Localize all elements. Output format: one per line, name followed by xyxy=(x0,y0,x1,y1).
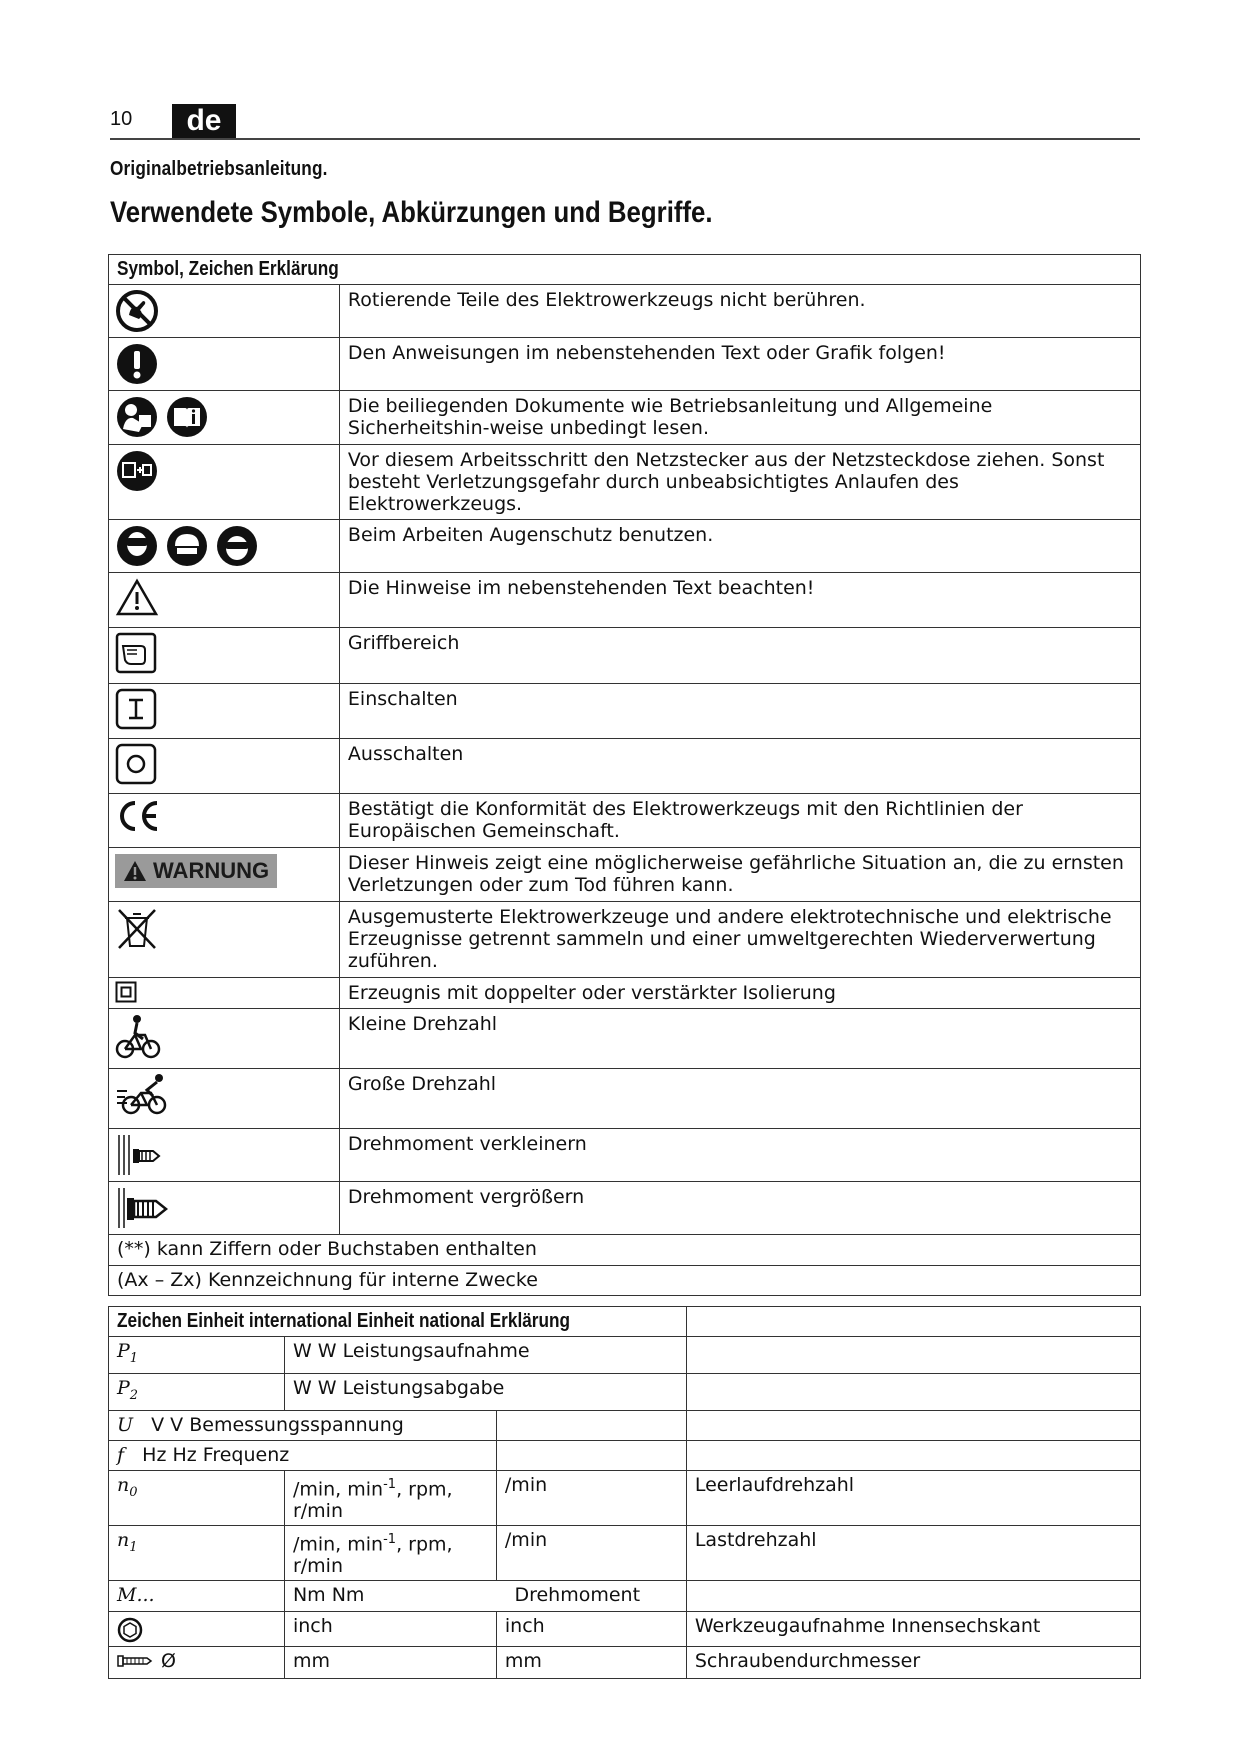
warnung-badge-label: WARNUNG xyxy=(153,858,270,883)
unit-national: /min xyxy=(496,1470,686,1525)
symbol-explanation: Drehmoment verkleinern xyxy=(339,1129,1140,1182)
unit-intl-text: Nm Nm xyxy=(292,1584,365,1607)
unit-symbol: f xyxy=(117,1443,125,1466)
safety-helmet-icon xyxy=(165,524,209,568)
unit-explanation: Schraubendurchmesser xyxy=(686,1647,1140,1679)
grip-area-icon xyxy=(115,632,157,674)
screw-diameter-icon xyxy=(117,1653,153,1669)
unplug-icon xyxy=(115,449,159,493)
table-row xyxy=(109,1182,1141,1235)
unit-description: W W Leistungsabgabe xyxy=(284,1373,686,1410)
symbol-explanation: Den Anweisungen im nebenstehenden Text oder Grafik folgen! xyxy=(339,338,1140,391)
table-row xyxy=(109,794,1141,848)
symbols-table-header: Symbol, Zeichen Erklärung xyxy=(117,258,339,280)
unit-explanation: Lastdrehzahl xyxy=(686,1525,1140,1580)
safety-goggles-icon xyxy=(215,524,259,568)
unit-symbol: M... xyxy=(117,1584,155,1607)
table-row xyxy=(109,1440,1141,1470)
slow-bicycle-icon xyxy=(115,1013,163,1061)
table-row xyxy=(109,1612,1141,1647)
symbol-explanation: Große Drehzahl xyxy=(339,1069,1140,1129)
switch-on-icon xyxy=(115,688,157,730)
units-table-header: Zeichen Einheit international Einheit national Erklärung xyxy=(117,1310,571,1332)
symbol-explanation: Ausschalten xyxy=(339,739,1140,794)
diameter-symbol: Ø xyxy=(161,1650,176,1673)
symbol-explanation: Vor diesem Arbeitsschritt den Netzstecker aus der Netzsteckdose ziehen. Sonst besteht Verletzungsgefahr durch unbeabsichtigtes Anlaufen des Elektrowerkzeugs. xyxy=(339,445,1140,520)
table-row xyxy=(109,628,1141,684)
unit-international xyxy=(284,1470,496,1525)
table-row xyxy=(109,1235,1141,1266)
read-manual-person-icon xyxy=(115,395,159,439)
unit-intl-text: /min, min xyxy=(292,1477,384,1500)
table-header-row xyxy=(109,255,1141,285)
unit-symbol-subscript: 2 xyxy=(129,1387,139,1403)
table-row xyxy=(109,285,1141,338)
table-row xyxy=(109,1373,1141,1410)
unit-description: W W Leistungsaufnahme xyxy=(284,1337,686,1374)
unit-symbol: P xyxy=(117,1340,130,1362)
unit-international: mm xyxy=(284,1647,496,1679)
table-row xyxy=(109,1266,1141,1296)
table-row xyxy=(109,684,1141,739)
table-row xyxy=(109,445,1141,520)
symbol-explanation: Rotierende Teile des Elektrowerkzeugs nicht berühren. xyxy=(339,285,1140,338)
footnote-internal-codes: (Ax – Zx) Kennzeichnung für interne Zwecke xyxy=(109,1266,1141,1296)
table-row xyxy=(109,338,1141,391)
symbol-explanation: Die beiliegenden Dokumente wie Betriebsanleitung und Allgemeine Sicherheitshin-weise unbedingt lesen. xyxy=(339,391,1140,445)
unit-intl-text: , rpm, xyxy=(396,1533,453,1556)
symbol-explanation: Ausgemusterte Elektrowerkzeuge und andere elektrotechnische und elektrische Erzeugnisse getrennt sammeln und einer umweltgerechten Wiederverwertung zuführen. xyxy=(339,902,1140,978)
unit-symbol: P xyxy=(117,1376,130,1399)
large-screw-icon xyxy=(115,1186,171,1230)
small-screw-icon xyxy=(115,1133,163,1177)
unit-description: Hz Hz Frequenz xyxy=(142,1443,290,1466)
table-row xyxy=(109,1581,1141,1612)
document-subtitle: Originalbetriebsanleitung. xyxy=(110,158,328,180)
read-manual-book-icon xyxy=(165,395,209,439)
table-row xyxy=(109,1647,1141,1679)
warning-triangle-icon xyxy=(123,860,147,882)
table-header-row xyxy=(109,1307,1141,1337)
unit-national: inch xyxy=(496,1612,686,1647)
symbol-explanation: Dieser Hinweis zeigt eine möglicherweise gefährliche Situation an, die zu ernsten Verletzungen oder zum Tod führen kann. xyxy=(339,848,1140,902)
unit-international xyxy=(284,1525,496,1580)
table-row xyxy=(109,1470,1141,1525)
page-number: 10 xyxy=(110,108,133,130)
table-row xyxy=(109,1129,1141,1182)
footnote-digits-letters: (**) kann Ziffern oder Buchstaben enthalten xyxy=(109,1235,1141,1266)
unit-intl-superscript: -1 xyxy=(383,1531,397,1547)
symbol-explanation: Griffbereich xyxy=(339,628,1140,684)
unit-international: inch xyxy=(284,1612,496,1647)
symbol-explanation: Drehmoment vergrößern xyxy=(339,1182,1140,1235)
unit-intl-text: , rpm, xyxy=(396,1477,453,1500)
no-touch-rotating-icon xyxy=(115,289,159,333)
language-badge: de xyxy=(172,104,236,138)
unit-symbol-subscript: 0 xyxy=(129,1484,138,1500)
unit-symbol: n xyxy=(117,1473,130,1496)
table-row xyxy=(109,848,1141,902)
double-insulation-icon xyxy=(115,981,137,1003)
unit-intl-text: r/min xyxy=(292,1555,343,1578)
switch-off-icon xyxy=(115,743,157,785)
table-row xyxy=(109,1410,1141,1440)
symbol-explanation: Bestätigt die Konformität des Elektrowerkzeugs mit den Richtlinien der Europäischen Gemeinschaft. xyxy=(339,794,1140,848)
table-row xyxy=(109,391,1141,445)
unit-intl-text: r/min xyxy=(292,1499,343,1522)
symbol-explanation: Einschalten xyxy=(339,684,1140,739)
symbol-explanation: Beim Arbeiten Augenschutz benutzen. xyxy=(339,520,1140,573)
unit-international xyxy=(284,1581,686,1612)
table-row xyxy=(109,1337,1141,1374)
table-row xyxy=(109,1525,1141,1580)
warnung-badge-icon xyxy=(115,854,277,888)
page-header xyxy=(110,104,1140,140)
units-table xyxy=(108,1306,1141,1679)
unit-intl-text: /min, min xyxy=(292,1533,384,1556)
table-row xyxy=(109,1069,1141,1129)
symbol-explanation: Kleine Drehzahl xyxy=(339,1009,1140,1069)
unit-explanation: Drehmoment xyxy=(514,1584,641,1607)
symbol-explanation: Die Hinweise im nebenstehenden Text beachten! xyxy=(339,573,1140,628)
crossed-bin-icon xyxy=(115,906,159,952)
table-row xyxy=(109,902,1141,978)
symbols-table xyxy=(108,254,1141,1296)
ce-mark-icon xyxy=(115,798,161,834)
unit-symbol-subscript: 1 xyxy=(129,1539,138,1555)
unit-symbol: n xyxy=(117,1528,130,1551)
fast-bicycle-icon xyxy=(115,1073,171,1117)
unit-description: V V Bemessungsspannung xyxy=(151,1413,404,1436)
table-row xyxy=(109,978,1141,1009)
unit-explanation: Leerlaufdrehzahl xyxy=(686,1470,1140,1525)
unit-national: /min xyxy=(496,1525,686,1580)
warning-triangle-icon xyxy=(115,577,159,617)
table-row xyxy=(109,573,1141,628)
unit-symbol: U xyxy=(117,1413,134,1436)
table-row xyxy=(109,1009,1141,1069)
unit-intl-superscript: -1 xyxy=(383,1476,397,1492)
table-row xyxy=(109,520,1141,573)
hexagon-socket-icon xyxy=(117,1617,143,1643)
page-title: Verwendete Symbole, Abkürzungen und Begriffe. xyxy=(110,196,713,229)
unit-symbol-subscript: 1 xyxy=(129,1350,139,1366)
symbol-explanation: Erzeugnis mit doppelter oder verstärkter Isolierung xyxy=(339,978,1140,1009)
table-row xyxy=(109,739,1141,794)
face-shield-icon xyxy=(115,524,159,568)
unit-explanation: Werkzeugaufnahme Innensechskant xyxy=(686,1612,1140,1647)
unit-national: mm xyxy=(496,1647,686,1679)
mandatory-exclamation-icon xyxy=(115,342,159,386)
